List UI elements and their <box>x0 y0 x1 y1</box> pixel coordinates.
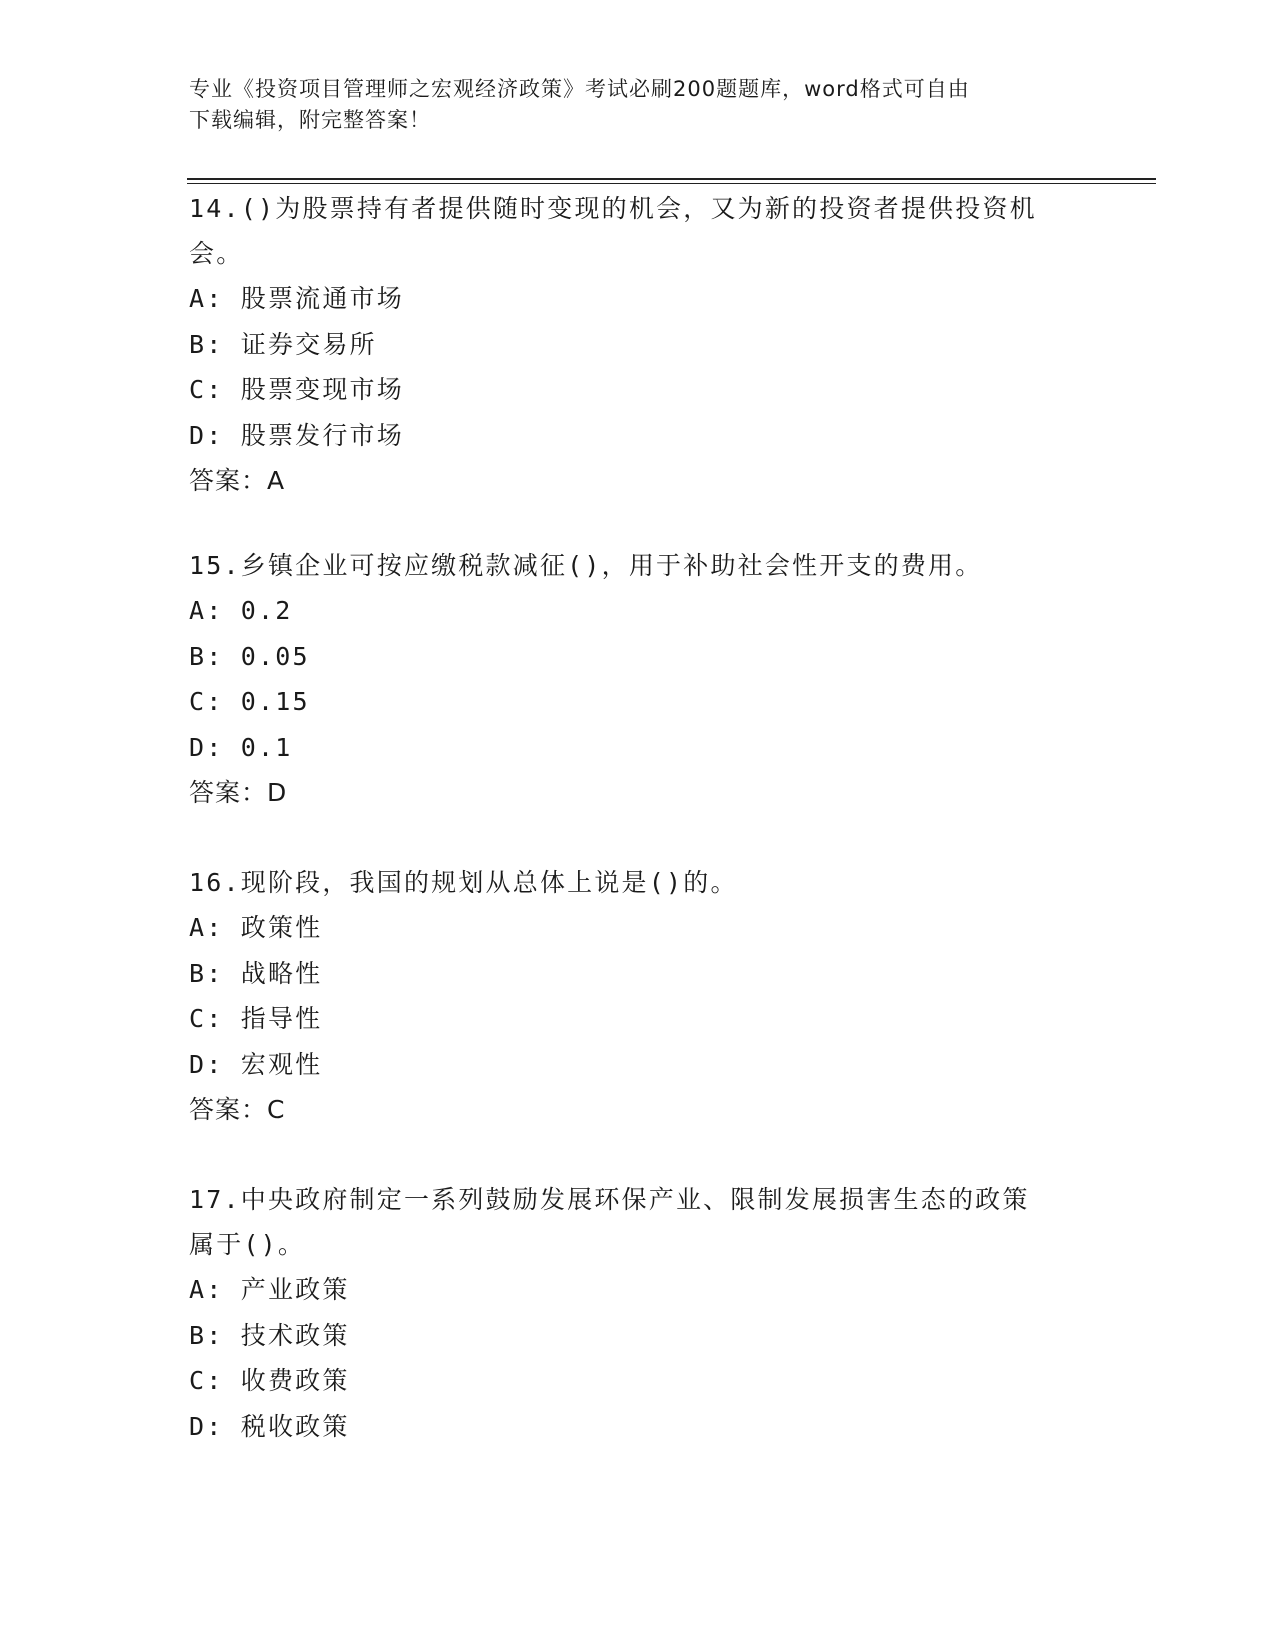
question-stem: 14.()为股票持有者提供随时变现的机会，又为新的投资者提供投资机 <box>189 194 1037 223</box>
question-17 <box>189 1177 1089 1449</box>
question-stem: 17.中央政府制定一系列鼓励发展环保产业、限制发展损害生态的政策 <box>189 1185 1030 1214</box>
option-c: C: 0.15 <box>189 687 310 716</box>
option-a: A: 股票流通市场 <box>189 284 404 313</box>
question-stem: 16.现阶段，我国的规划从总体上说是()的。 <box>189 868 738 897</box>
option-b: B: 技术政策 <box>189 1320 350 1350</box>
question-stem: 15.乡镇企业可按应缴税款减征()，用于补助社会性开支的费用。 <box>189 551 983 580</box>
option-a: A: 产业政策 <box>189 1275 350 1304</box>
question-stem-continued: 属于()。 <box>189 1230 306 1259</box>
option-b: B: 证券交易所 <box>189 329 377 359</box>
option-c: C: 指导性 <box>189 1004 323 1033</box>
option-a: A: 政策性 <box>189 913 323 942</box>
header-line-1: 专业《投资项目管理师之宏观经济政策》考试必刷200题题库，word格式可自由 <box>189 77 970 101</box>
answer: 答案：D <box>189 778 288 807</box>
document-header <box>189 74 1089 136</box>
option-d: D: 宏观性 <box>189 1049 323 1079</box>
question-16 <box>189 860 1089 1132</box>
header-divider-thick <box>187 178 1156 180</box>
header-line-2: 下载编辑，附完整答案！ <box>189 108 431 132</box>
answer: 答案：C <box>189 1095 286 1124</box>
header-divider-thin <box>187 183 1156 184</box>
option-c: C: 股票变现市场 <box>189 375 404 404</box>
option-d: D: 0.1 <box>189 732 293 762</box>
question-14 <box>189 186 1089 503</box>
question-stem-continued: 会。 <box>189 239 244 268</box>
option-d: D: 税收政策 <box>189 1411 350 1441</box>
question-15 <box>189 543 1089 815</box>
option-b: B: 战略性 <box>189 958 323 988</box>
option-b: B: 0.05 <box>189 641 310 671</box>
option-d: D: 股票发行市场 <box>189 420 404 450</box>
option-c: C: 收费政策 <box>189 1366 350 1395</box>
answer: 答案：A <box>189 466 286 495</box>
option-a: A: 0.2 <box>189 596 293 625</box>
